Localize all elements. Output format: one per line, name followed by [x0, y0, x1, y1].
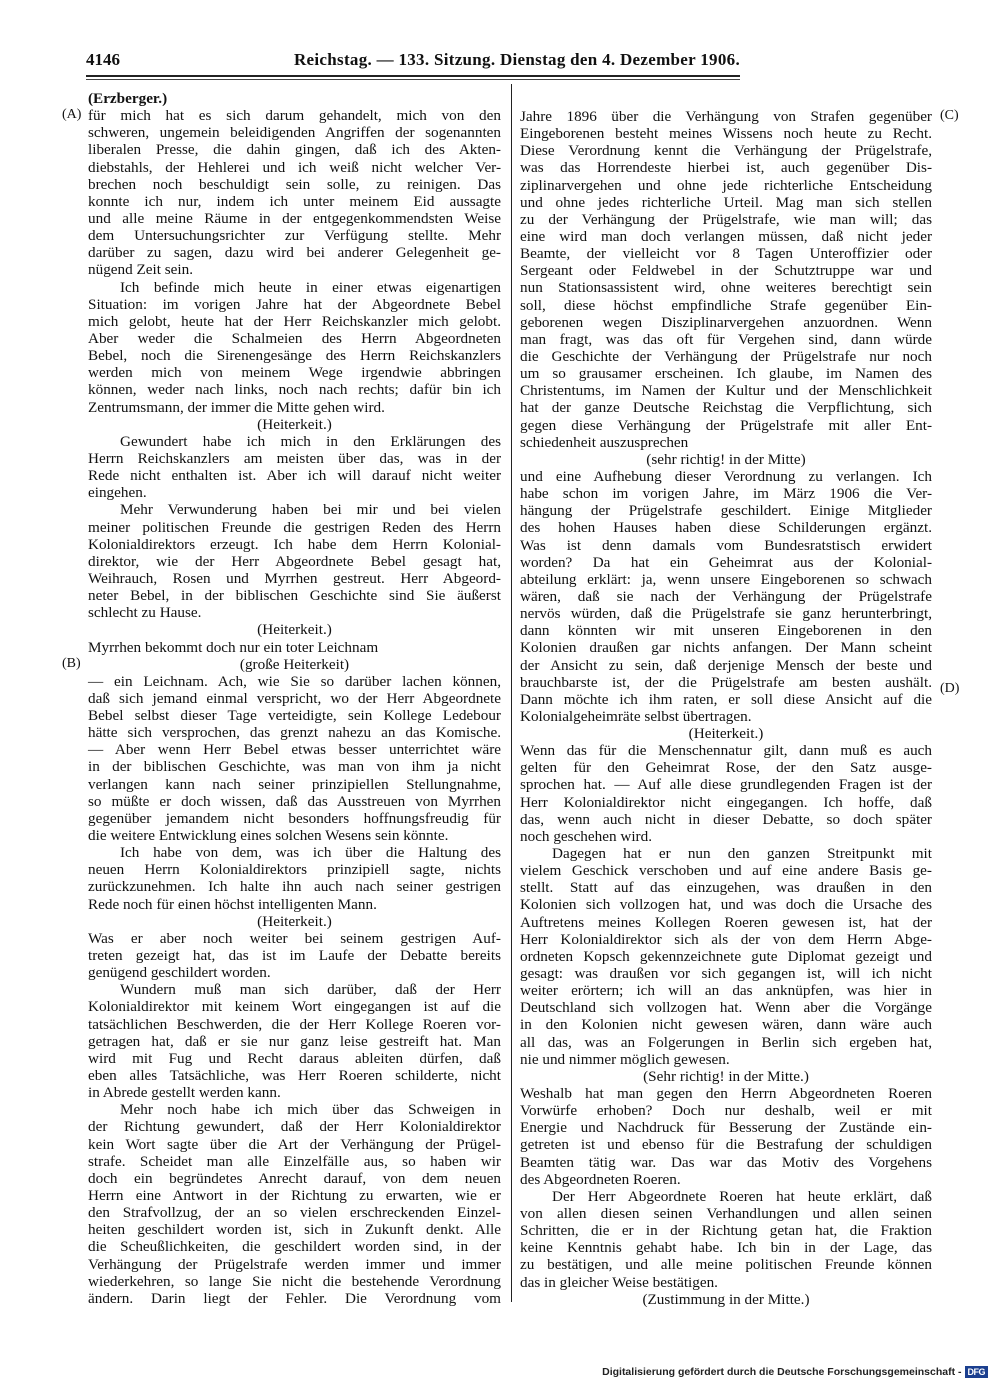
text-line: hätte sich versprochen, das grenzt nahezu an das Komische.	[88, 724, 501, 742]
text-line: (Heiterkeit.)	[257, 415, 332, 433]
text-line: so müßte er doch wissen, daß das Ausstreuen von Myrrhen	[88, 792, 501, 810]
text-line: Wundern muß man sich darüber, daß der Herr	[120, 981, 501, 999]
text-line: Mehr Verwunderung haben bei mir und bei vielen	[120, 501, 501, 519]
text-line: von allen diesen seinen Verhandlungen und allen seinen	[520, 1205, 932, 1222]
text-line: hängung der Prügelstrafe geschildert. Einige Mitglieder	[520, 502, 932, 520]
text-line: Dann möchte ich ihm raten, er soll diese Ansicht auf die	[520, 690, 932, 708]
text-line: daß sich jemand einmal verspricht, wo der Herr Abgeordnete	[88, 689, 501, 707]
text-line: doch ein begründetes Anrecht darauf, von dem neuen	[88, 1169, 501, 1187]
text-line: schweren, ungemein beleidigenden Angriffen der sogenannten	[88, 124, 501, 142]
paragraph	[520, 1188, 932, 1291]
text-line: kein Wort sagte über die Art der Verhängung der Prügel-	[88, 1135, 501, 1153]
text-line: (Erzberger.)	[88, 90, 168, 107]
text-line: dem Untersuchungsrichter zur Verfügung stellte. Mehr	[88, 227, 501, 245]
text-line: Diese Verordnung kennt die Verhängung der Prügelstrafe,	[520, 142, 932, 160]
text-line: Schritten, die er in der Richtung getan hat, die Fraktion	[520, 1222, 932, 1240]
text-line: (Heiterkeit.)	[257, 621, 332, 639]
text-line: Kolonialdirektor mit keinem Wort eingegangen ist auf die	[88, 998, 501, 1016]
left-column	[88, 90, 501, 1307]
text-line: Verhängung der Prügelstrafe werden immer und immer	[88, 1255, 501, 1273]
text-line: Herrn Reichskanzlers am meisten über das, was in der	[88, 449, 501, 467]
text-line: ziplinarvergehen und ohne jede richterliche Entscheidung	[520, 176, 932, 194]
text-line: vielem Geschick verschoben und auf eine andere Basis ge-	[520, 862, 932, 880]
text-line: gesagt: was draußen vor sich gegangen ist, will ich nicht	[520, 965, 932, 983]
text-line: Herr Kolonialdirektor sich als der von dem Herrn Abge-	[520, 930, 932, 948]
text-line: Bebel, noch die Sirenengesänge des Herrn Reichskanzlers	[88, 347, 501, 365]
text-line: getragen hat, daß er sie nur ganz leise gestreift hat. Man	[88, 1032, 501, 1050]
text-line: zu der Verhängung der Prügelstrafe, wie man will; das	[520, 210, 932, 228]
text-line: Gewundert habe ich mich in den Erklärungen des	[120, 432, 501, 450]
text-line: werden mich von meinem Wege irgendwie abbringen	[88, 364, 501, 382]
text-line: nie und nimmer möglich gewesen.	[520, 1050, 730, 1068]
text-line: eben alles Tatsächliche, was Herr Roeren schilderte, nicht	[88, 1067, 501, 1085]
text-line: diebstahls, der Hehlerei und ich weiß nicht welcher Ver-	[88, 158, 501, 176]
text-line: nun Stationsassistent wird, ohne weiteres berechtigt sein	[520, 279, 932, 297]
text-line: ordneten Kopsch gekennzeichnete gute Diplomat gezeigt und	[520, 947, 932, 965]
margin-marker-d: (D)	[940, 681, 960, 696]
text-line: (sehr richtig! in der Mitte)	[646, 450, 806, 468]
text-line: getreten ist und ebenso für die Bestrafung der schuldigen	[520, 1136, 932, 1154]
text-line: den Strafvollzug, der an so vielen erschreckenden Einzel-	[88, 1204, 501, 1222]
text-line: um so grausamer erscheinen. Ich glaube, im Namen des	[520, 365, 932, 383]
text-line: tatsächlichen Beschwerden, die der Herr Kollege Roeren vor-	[88, 1015, 501, 1033]
interjection	[520, 1068, 932, 1085]
text-line: nervös würden, daß die Prügelstrafe sie ganz herunterbringt,	[520, 605, 932, 623]
interjection	[88, 416, 501, 433]
text-line: Herrn eine Antwort in der Richtung zu erwarten, wie er	[88, 1187, 501, 1204]
text-line: brauchbarste ist, der die Prügelstrafe am besten aushält.	[520, 673, 932, 691]
running-header	[86, 50, 740, 72]
margin-marker-c: (C)	[940, 108, 959, 123]
paragraph	[88, 501, 501, 621]
text-line: eingehen.	[88, 484, 147, 502]
text-line: geborenen wegen Disziplinarvergehen anzuordnen. Wenn	[520, 313, 932, 331]
paragraph	[88, 844, 501, 913]
paragraph	[88, 930, 501, 981]
paragraph	[88, 279, 501, 416]
text-line: die weitere Entwicklung eines solchen Wesens sein könnte.	[88, 827, 449, 845]
interjection	[88, 656, 501, 673]
text-line: Der Herr Abgeordnete Roeren hat heute erklärt, daß	[552, 1187, 932, 1205]
text-line: Aber weder die Schalmeien des Herrn Abgeordneten	[88, 329, 501, 347]
text-line: — ein Leichnam. Ach, wie Sie so darüber lachen können,	[88, 672, 501, 690]
text-line: Rede noch für einen höchst intelligenten Mann.	[88, 895, 377, 913]
text-line: Auftretens meines Kollegen Roeren gewesen ist, hat der	[520, 913, 932, 931]
text-line: die Scheußlichkeiten, die geschildert worden sind, in der	[88, 1238, 501, 1256]
text-line: abteilung erklärt: ja, wenn unsere Eingeborenen so schwach	[520, 570, 932, 588]
text-line: Kolonialgeheimräte selbst übertragen.	[520, 707, 752, 725]
text-line: konnte ich nur, indem ich unter meinem Eid aussagte	[88, 192, 501, 210]
text-line: für mich hat es sich darum gehandelt, mich von den	[88, 107, 501, 125]
text-line: man fragt, was das oft für Vergehen sind, dann würde	[520, 330, 932, 348]
text-line: und ohne jedes richterliche Urteil. Mag man sich stellen	[520, 193, 932, 211]
text-line: Rede nicht enthalten ist. Aber ich will darauf nicht weiter	[88, 467, 501, 485]
page-number: 4146	[86, 50, 120, 69]
text-line: meiner politischen Freunde die gestrigen Reden des Herrn	[88, 518, 501, 536]
column-divider	[511, 84, 512, 1302]
paragraph	[88, 1101, 501, 1307]
text-line: (große Heiterkeit)	[239, 655, 350, 673]
text-line: schiedenheit auszusprechen	[520, 433, 689, 451]
text-line: Kolonien draußen gar nichts anfangen. Der Mann scheint	[520, 639, 932, 657]
text-line: weiter erörtern; ich will an das anknüpfen, was hier in	[520, 982, 932, 1000]
text-line: die Geschichte der Verhängung der Prügelstrafe nur noch	[520, 347, 932, 365]
text-line: Bebel selbst dieser Tage verteidigte, sein Kollege Ledebour	[88, 707, 501, 725]
text-line: brechen noch beschuldigt sein solle, zu reinigen. Das	[88, 175, 501, 193]
paragraph	[88, 107, 501, 278]
text-line: Vorwürfe erhoben? Doch nur deshalb, weil er mit	[520, 1102, 932, 1120]
text-line: in der biblischen Geschichte, was man von ihm ja nicht	[88, 758, 501, 776]
text-line: Ich befinde mich heute in einer etwas eigenartigen	[120, 278, 501, 296]
text-line: worden? Da hat ein Geheimrat aus der Kolonial-	[520, 553, 932, 571]
text-line: können, weder nach links, noch nach rechts; dafür bin ich	[88, 381, 501, 399]
paragraph	[88, 673, 501, 844]
text-line: sprochen hat. — Auf alle diese grundlegenden Fragen ist der	[520, 776, 932, 794]
text-line: Weihrauch, Rosen und Myrrhen gestreut. Herr Abgeord-	[88, 569, 501, 587]
text-line: (Zustimmung in der Mitte.)	[642, 1290, 810, 1308]
text-line: (Heiterkeit.)	[257, 912, 332, 930]
text-line: neuen Herrn Kolonialdirektors prinzipiell sagte, nichts	[88, 861, 501, 879]
text-line: des Abgeordneten Roeren.	[520, 1170, 681, 1188]
text-line: gelten für den Geheimrat Rose, der den Satz ausge-	[520, 759, 932, 777]
text-line: wiederkehren, so lange Sie nicht die bestehende Verordnung	[88, 1272, 501, 1290]
text-line: Zentrumsmann, der immer die Mitte gehen wird.	[88, 398, 385, 416]
text-line: und alle meine Räume in der entgegenkommendsten Weise	[88, 209, 501, 227]
text-line: ändern. Darin liegt der Fehler. Die Verordnung vom	[88, 1289, 501, 1307]
text-line: Ich habe von dem, was ich über die Haltung des	[120, 844, 501, 862]
interjection	[88, 621, 501, 638]
text-line: (Sehr richtig! in der Mitte.)	[643, 1067, 809, 1085]
text-line: wären, daß sie nach der Verhängung der Prügelstrafe	[520, 587, 932, 605]
text-line: wird mit Fug und Recht daraus ableiten dürfen, daß	[88, 1049, 501, 1067]
paragraph	[520, 742, 932, 845]
interjection	[88, 913, 501, 930]
text-line: eine wird man doch verlangen müssen, daß nicht jeder	[520, 227, 932, 245]
text-line: Kolonialdirektors erzeugt. Ich habe dem Herrn Kolonial-	[88, 535, 501, 553]
text-line: treten gezeigt hat, das ist im Laufe der Debatte bereits	[88, 947, 501, 965]
text-line: (Heiterkeit.)	[688, 725, 764, 743]
header-rule	[86, 75, 740, 77]
margin-marker-b: (B)	[62, 656, 81, 671]
text-line: des hohen Hauses haben diese Schilderungen ergänzt.	[520, 519, 932, 537]
text-line: neter Bebel, in der biblischen Geschichte sind Sie äußerst	[88, 587, 501, 605]
text-line: liberalen Presse, die dahin gingen, daß ich des Akten-	[88, 141, 501, 159]
text-line: Beamten tätig war. Das war das Motiv des Vorgehens	[520, 1153, 932, 1171]
text-line: all das, was an Folgerungen in Berlin sich ergeben hat,	[520, 1033, 932, 1051]
text-line: und eine Aufhebung dieser Verordnung zu verlangen. Ich	[520, 467, 932, 485]
text-line: zurückzunehmen. Ich halte ihn auch nach seiner gestrigen	[88, 878, 501, 896]
footer-text: Digitalisierung gefördert durch die Deutsche Forschungsgemeinschaft -	[602, 1366, 962, 1378]
margin-marker-a: (A)	[62, 107, 82, 122]
text-line: dann könnten wir mit unseren Eingeborenen in den	[520, 622, 932, 640]
text-line: gegenüber jemandem nicht besonders hoffnungsfreudig für	[88, 809, 501, 827]
text-line: genügend geschildert worden.	[88, 964, 271, 982]
text-line: mich gelobt, heute hat der Herr Reichskanzler mich gelobt.	[88, 312, 501, 330]
dfg-logo: DFG	[965, 1366, 989, 1378]
paragraph	[520, 468, 932, 725]
interjection	[520, 725, 932, 742]
right-column	[520, 108, 932, 1308]
text-line: in Abrede gestellt werden kann.	[88, 1084, 281, 1102]
text-line: Eingeborenen besteht meines Wissens noch heute zu Recht.	[520, 125, 932, 143]
paragraph	[88, 981, 501, 1101]
text-line: schlecht zu Hause.	[88, 604, 202, 622]
text-line: zu bestätigen, und alle meine politischen Freunde können	[520, 1256, 932, 1274]
text-line: Was ist denn damals vom Bundesratstisch erwidert	[520, 536, 932, 554]
text-line: das in gleicher Weise bestätigen.	[520, 1273, 718, 1291]
text-line: was das Horrendeste hierbei ist, auch gegenüber Dis-	[520, 159, 932, 177]
speaker-name	[88, 90, 501, 107]
header-title: Reichstag. — 133. Sitzung. Dienstag den 4. Dezember 1906.	[293, 50, 740, 69]
text-line: noch geschehen wird.	[520, 827, 653, 845]
text-line: stellt. Statt auf das einzugehen, was draußen in den	[520, 879, 932, 897]
text-line: der Ansicht zu sein, daß derjenige Mensch der beste und	[520, 656, 932, 674]
text-line: hat der ganze Deutsche Reichstag die Verpflichtung, sich	[520, 399, 932, 417]
text-line: Myrrhen bekommt doch nur ein toter Leichnam	[88, 638, 379, 656]
text-line: strafe. Scheidet man alle Einzelfälle aus, so haben wir	[88, 1152, 501, 1170]
footer-credit	[602, 1366, 988, 1378]
text-line: gegen diese Verhängung der Prügelstrafe mit aller Ent-	[520, 416, 932, 434]
text-line: der Richtung gewundert, daß der Herr Kolonialdirektor	[88, 1118, 501, 1136]
text-line: soll, diese höchst empfindliche Strafe gegenüber Ein-	[520, 296, 932, 314]
text-line: — Aber wenn Herr Bebel etwas besser unterrichtet wäre	[88, 741, 501, 759]
text-line: heiten geschildert worden ist, sich in Zukunft denkt. Alle	[88, 1221, 501, 1239]
text-line: Mehr noch habe ich mich über das Schweigen in	[120, 1101, 501, 1119]
text-line: direktor, wie der Herr Abgeordnete Bebel gesagt hat,	[88, 552, 501, 570]
header-rule-thin	[86, 79, 740, 80]
paragraph	[520, 1085, 932, 1188]
paragraph	[520, 108, 932, 451]
paragraph	[88, 639, 501, 656]
text-line: Situation: im vorigen Jahre hat der Abgeordnete Bebel	[88, 295, 501, 313]
text-line: in den Kolonien nicht gewesen wären, dann wäre auch	[520, 1016, 932, 1034]
interjection	[520, 451, 932, 468]
text-line: das, wenn auch nicht in dieser Debatte, so doch später	[520, 810, 932, 828]
text-line: Jahre 1896 über die Verhängung von Strafen gegenüber	[520, 108, 932, 125]
text-line: Was er aber noch weiter bei seinem gestrigen Auf-	[88, 929, 501, 947]
text-line: keine Kenntnis gehabt habe. Ich bin in der Lage, das	[520, 1239, 932, 1257]
paragraph	[520, 845, 932, 1068]
text-line: Dagegen hat er nun den ganzen Streitpunkt mit	[552, 845, 932, 863]
text-line: Wenn das für die Menschennatur gilt, dann muß es auch	[520, 742, 932, 760]
text-line: nügend Zeit sein.	[88, 261, 194, 279]
text-line: Deutschland sich vollzogen hat. Wenn aber die Vorgänge	[520, 999, 932, 1017]
text-line: verlangen kann nach seiner prinzipiellen Stellungnahme,	[88, 775, 501, 793]
text-line: habe schon im vorigen Jahre, im März 1906 die Ver-	[520, 485, 932, 503]
text-line: Energie und Nachdruck für Besserung der Zustände ein-	[520, 1119, 932, 1137]
paragraph	[88, 433, 501, 502]
text-line: darüber zu sagen, dazu wird bei anderer Gelegenheit ge-	[88, 244, 501, 262]
text-line: Beamte, der vielleicht vor 8 Tagen Unteroffizier oder	[520, 245, 932, 263]
text-line: Christentums, im Namen der Kultur und der Menschlichkeit	[520, 382, 932, 400]
text-line: Herr Kolonialdirektor nicht eingegangen. Ich hoffe, daß	[520, 793, 932, 811]
text-line: Kolonien sich vollzogen hat, und was doch die Ursache des	[520, 896, 932, 914]
interjection	[520, 1291, 932, 1308]
text-line: Sergeant oder Feldwebel in der Schutztruppe war und	[520, 262, 932, 280]
text-line: Weshalb hat man gegen den Herrn Abgeordneten Roeren	[520, 1085, 932, 1103]
